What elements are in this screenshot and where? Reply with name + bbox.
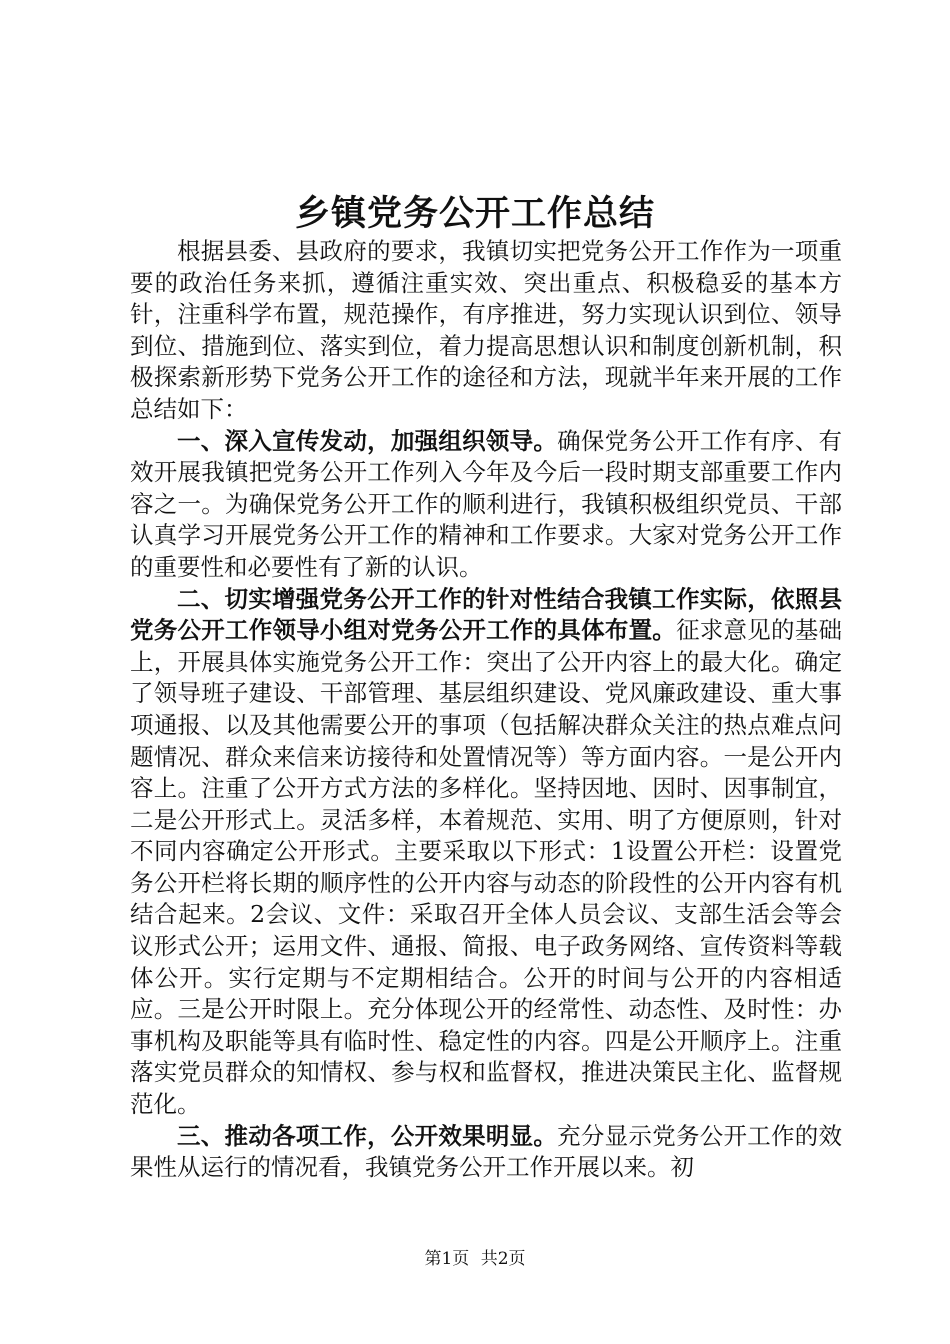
paragraph-text: 充分显示党务公开工作的效果性从运行的情况看，我镇党务公开工作开展以来。初 bbox=[130, 1121, 843, 1182]
paragraph-intro bbox=[130, 236, 842, 426]
paragraph-section-1 bbox=[130, 426, 842, 584]
section-heading: 二、切实增强党务公开工作的针对性结合我镇工作实际，依照县党务公开工作领导小组对党务公开工作的具体布置。 bbox=[130, 584, 842, 645]
page-footer bbox=[0, 1244, 950, 1269]
page-number: 第1页 bbox=[424, 1249, 470, 1269]
document-title: 乡镇党务公开工作总结 bbox=[294, 194, 655, 234]
page-total: 共2页 bbox=[480, 1249, 526, 1269]
section-heading: 一、深入宣传发动，加强组织领导。 bbox=[177, 426, 558, 455]
paragraph-section-2 bbox=[130, 584, 842, 1121]
document-body bbox=[130, 236, 842, 1184]
section-heading: 三、推动各项工作，公开效果明显。 bbox=[177, 1121, 558, 1150]
paragraph-section-3 bbox=[130, 1121, 842, 1184]
paragraph-text: 确保党务公开工作有序、有效开展我镇把党务公开工作列入今年及今后一段时期支部重要工作内容之一。为确保党务公开工作的顺利进行，我镇积极组织党员、干部认真学习开展党务公开工作的精神和工作要求。大家对党务公开工作的重要性和必要性有了新的认识。 bbox=[130, 426, 843, 581]
paragraph-text: 根据县委、县政府的要求，我镇切实把党务公开工作作为一项重要的政治任务来抓，遵循注重实效、突出重点、积极稳妥的基本方针，注重科学布置，规范操作，有序推进，努力实现认识到位、领导到位、措施到位、落实到位，着力提高思想认识和制度创新机制，积极探索新形势下党务公开工作的途径和方法，现就半年来开展的工作总结如下： bbox=[130, 237, 842, 423]
paragraph-text: 征求意见的基础上，开展具体实施党务公开工作：突出了公开内容上的最大化。确定了领导班子建设、干部管理、基层组织建设、党风廉政建设、重大事项通报、以及其他需要公开的事项（包括解决群众关注的热点难点问题情况、群众来信来访接待和处置情况等）等方面内容。一是公开内容上。注重了公开方式方法的多样化。坚持因地、因时、因事制宜，二是公开形式上。灵活多样，本着规范、实用、明了方便原则，针对不同内容确定公开形式。主要采取以下形式：1设置公开栏：设置党务公开栏将长期的顺序性的公开内容与动态的阶段性的公开内容有机结合起来。2会议、文件：采取召开全体人员会议、支部生活会等会议形式公开；运用文件、通报、简报、电子政务网络、宣传资料等载体公开。实行定期与不定期相结合。公开的时间与公开的内容相适应。三是公开时限上。充分体现公开的经常性、动态性、及时性：办事机构及职能等具有临时性、稳定性的内容。四是公开顺序上。注重落实党员群众的知情权、参与权和监督权，推进决策民主化、监督规范化。 bbox=[130, 616, 843, 1119]
